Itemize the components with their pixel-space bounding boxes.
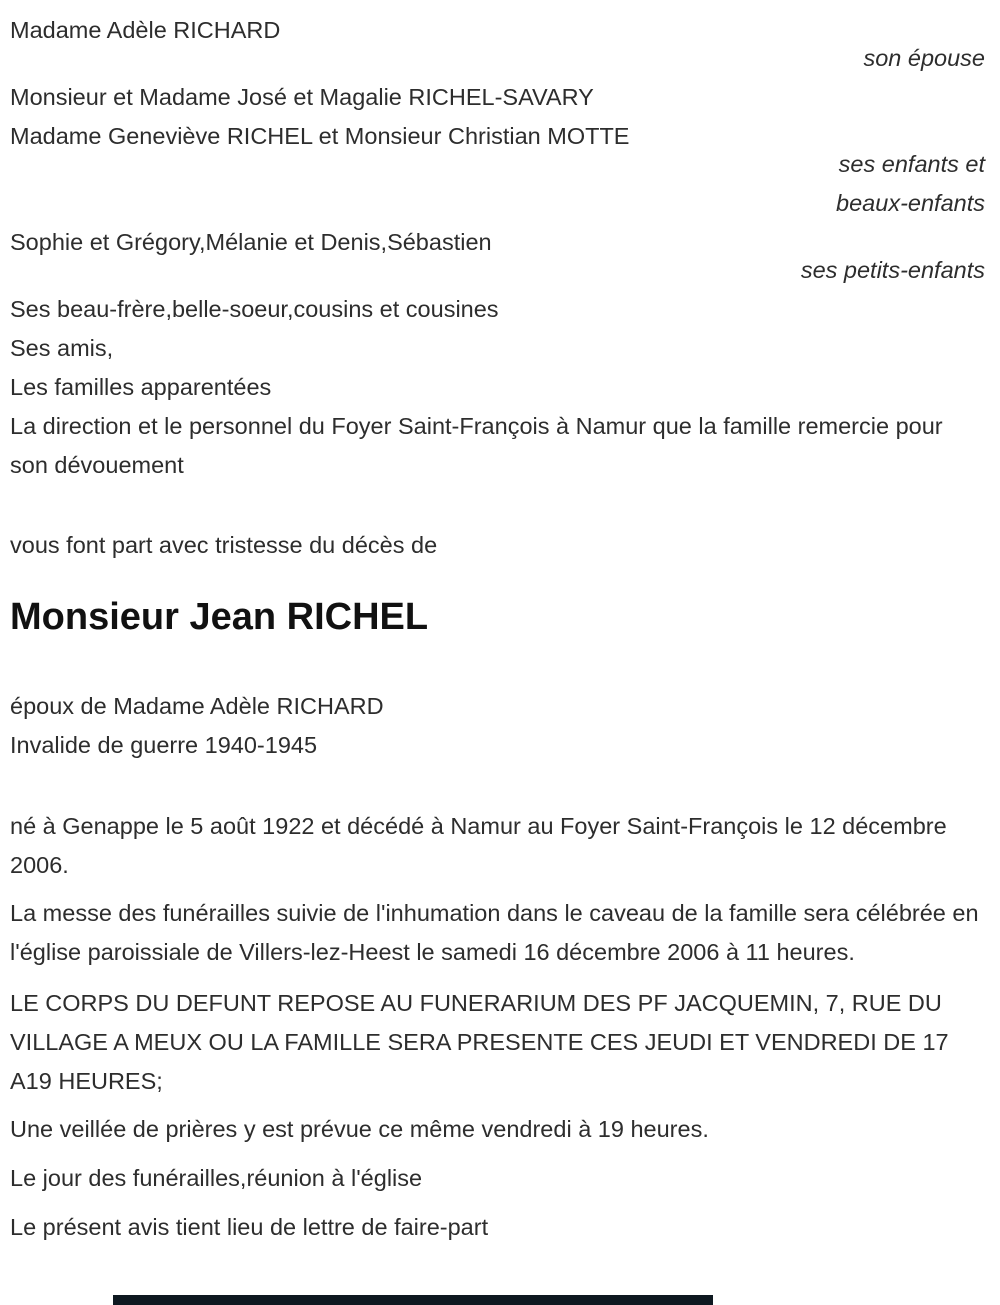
relatives-line: Ses beau-frère,belle-soeur,cousins et cousines [10,296,499,322]
deceased-spouse-of-line: époux de Madame Adèle RICHARD [10,693,384,719]
life-dates-paragraph: né à Genappe le 5 août 1922 et décédé à Namur au Foyer Saint-François le 12 décembre 2006. [10,813,947,878]
related-families-line: Les familles apparentées [10,374,272,400]
deceased-distinction-line: Invalide de guerre 1940-1945 [10,732,318,758]
children-line-1: Monsieur et Madame José et Magalie RICHEL-SAVARY [10,84,594,110]
closing-line: Le présent avis tient lieu de lettre de faire-part [10,1214,489,1240]
funerarium-paragraph: LE CORPS DU DEFUNT REPOSE AU FUNERARIUM DES PF JACQUEMIN, 7, RUE DU VILLAGE A MEUX OU LA FAMILLE SERA PRESENTE CES JEUDI ET VENDREDI DE 17 A19 HEURES; [10,990,949,1094]
vigil-line: Une veillée de prières y est prévue ce même vendredi à 19 heures. [10,1116,709,1142]
funeral-service-paragraph: La messe des funérailles suivie de l'inhumation dans le caveau de la famille sera célébrée en l'église paroissiale de Villers-lez-Heest le samedi 16 décembre 2006 à 11 heures. [10,900,979,965]
children-relation-line-1: ses enfants et [838,151,985,177]
friends-line: Ses amis, [10,335,114,361]
children-line-2: Madame Geneviève RICHEL et Monsieur Christian MOTTE [10,123,630,149]
spouse-relation-line: son épouse [863,45,985,71]
announcement-line: vous font part avec tristesse du décès de [10,532,438,558]
children-relation-line-2: beaux-enfants [836,190,985,216]
deceased-name-heading: Monsieur Jean RICHEL [10,596,429,638]
gathering-line: Le jour des funérailles,réunion à l'église [10,1165,423,1191]
grandchildren-line: Sophie et Grégory,Mélanie et Denis,Sébastien [10,229,492,255]
bottom-cutoff-bar [113,1295,713,1305]
staff-thanks-paragraph: La direction et le personnel du Foyer Saint-François à Namur que la famille remercie pour son dévouement [10,413,943,478]
spouse-name-line: Madame Adèle RICHARD [10,17,281,43]
grandchildren-relation-line: ses petits-enfants [800,257,985,283]
